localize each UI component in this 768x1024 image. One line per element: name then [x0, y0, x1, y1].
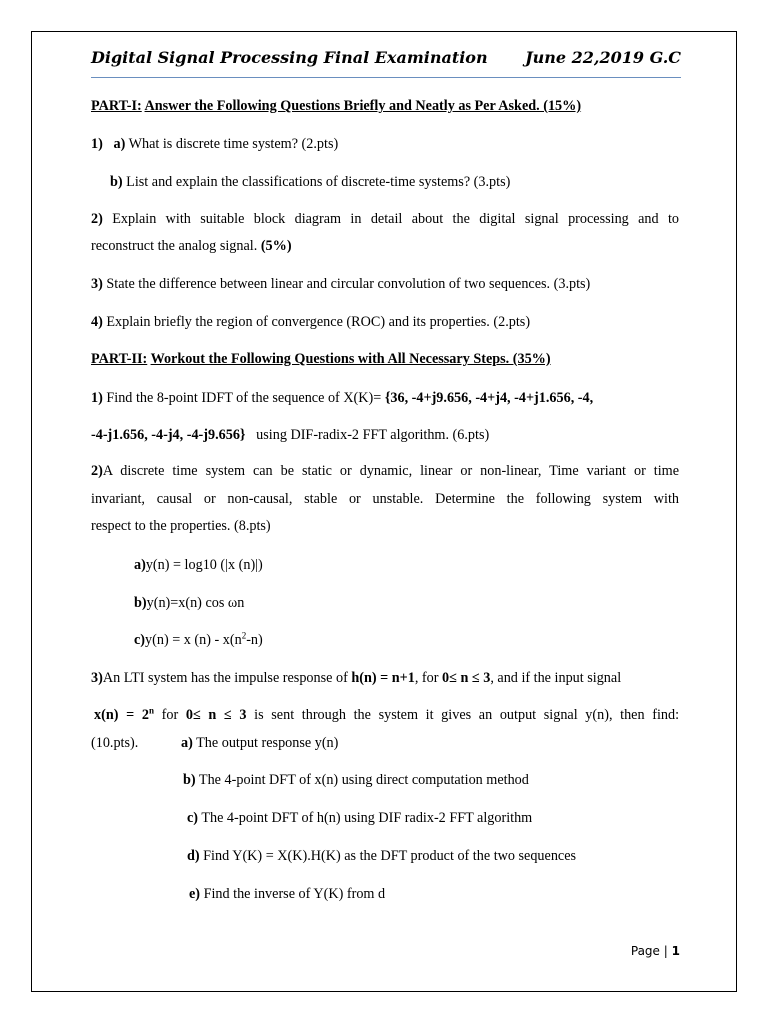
part1-q3 [91, 275, 590, 293]
equation: y(n)=x(n) cos ωn [146, 595, 245, 611]
sub-label: c) [187, 810, 199, 826]
part2-q3-line2 [94, 706, 679, 724]
part2-q2-line3 [91, 517, 271, 535]
question-text: An LTI system has the impulse response of [102, 670, 348, 686]
part2-q3d [187, 847, 576, 865]
part1-heading [91, 97, 581, 115]
page-footer [631, 944, 680, 958]
question-text: invariant, causal or non-causal, stable or unstable. Determine the following system with [91, 491, 679, 507]
question-number: 3) [91, 670, 103, 686]
question-text: respect to the properties. (8.pts) [91, 518, 271, 534]
part2-q3e [189, 885, 385, 903]
marks: (5%) [260, 238, 292, 254]
range: 0≤ n ≤ 3 [442, 670, 491, 686]
part2-q3b [183, 771, 529, 789]
equation: y(n) = x (n) - x(n [145, 632, 242, 648]
part2-q1-line1 [91, 389, 593, 407]
sub-label: b) [110, 174, 123, 190]
sub-label: b) [134, 595, 147, 611]
question-number: 2) [91, 463, 103, 479]
sub-label: a) [113, 136, 126, 152]
question-number: 1) [91, 136, 103, 152]
question-text: List and explain the classifications of discrete-time systems? (3.pts) [126, 174, 511, 190]
part1-q1a [91, 135, 338, 153]
part1-q2-line2 [91, 237, 292, 255]
input-signal [94, 707, 154, 723]
part1-q4 [91, 313, 530, 331]
exam-date: June 22,2019 G.C [525, 48, 681, 67]
sub-label: a) [181, 735, 193, 751]
part2-q2-line1 [91, 462, 679, 480]
question-text: A discrete time system can be static or dynamic, linear or non-linear, Time variant or time [102, 463, 679, 479]
question-text: Find the inverse of Y(K) from d [203, 886, 386, 902]
part1-label: PART-I: [91, 98, 142, 114]
part2-q3c [187, 809, 532, 827]
equation: -n) [246, 632, 263, 648]
part2-label: PART-II: [91, 351, 148, 367]
sub-label: a) [134, 557, 146, 573]
question-number: 3) [91, 276, 103, 292]
sequence-values: -4-j1.656, -4-j4, -4-j9.656} [91, 427, 246, 443]
question-text: State the difference between linear and circular convolution of two sequences. (3.pts) [106, 276, 591, 292]
header-rule [91, 77, 681, 78]
part2-heading [91, 350, 551, 368]
question-text: Find Y(K) = X(K).H(K) as the DFT product of the two sequences [203, 848, 577, 864]
part2-q3a [181, 734, 338, 752]
part2-q3-line1 [91, 669, 621, 687]
sequence-values: {36, -4+j9.656, -4+j4, -4+j1.656, -4, [384, 390, 594, 406]
sub-label: b) [183, 772, 196, 788]
sub-label: c) [134, 632, 146, 648]
question-text: The 4-point DFT of x(n) using direct computation method [198, 772, 529, 788]
page-separator: | [663, 944, 668, 958]
question-text: Explain with suitable block diagram in detail about the digital signal processing and to [112, 211, 679, 227]
part2-q2-line2 [91, 490, 679, 508]
sub-label: d) [187, 848, 200, 864]
range: 0≤ n ≤ 3 [185, 707, 247, 723]
part1-instruction: Answer the Following Questions Briefly and Neatly as Per Asked. (15%) [144, 98, 582, 114]
impulse-response: h(n) = n+1 [351, 670, 415, 686]
question-text: reconstruct the analog signal. [91, 238, 258, 254]
page-number: 1 [671, 944, 680, 958]
question-text: , for [414, 670, 439, 686]
superscript: 2 [241, 630, 247, 641]
part1-q1b [110, 173, 510, 191]
question-number: 2) [91, 211, 103, 227]
part2-q1-line2 [91, 426, 489, 444]
question-text: The 4-point DFT of h(n) using DIF radix-2 FFT algorithm [201, 810, 533, 826]
page-label: Page [630, 944, 660, 958]
question-number: 4) [91, 314, 103, 330]
question-text: , and if the input signal [490, 670, 622, 686]
question-text: using DIF-radix-2 FFT algorithm. (6.pts) [256, 427, 490, 443]
question-text: What is discrete time system? (2.pts) [128, 136, 339, 152]
question-text: Find the 8-point IDFT of the sequence of X(K)= [106, 390, 382, 406]
page-header [91, 46, 681, 70]
question-text: is sent through the system it gives an output signal y(n), then find: [254, 707, 680, 723]
part2-instruction: Workout the Following Questions with All Necessary Steps. (35%) [150, 351, 551, 367]
sub-label: e) [189, 886, 201, 902]
part2-q3-line3 [91, 734, 138, 752]
input-signal-text: x(n) = 2 [94, 707, 149, 723]
part2-q2a [134, 556, 263, 574]
question-text: for [161, 707, 179, 723]
exam-title: Digital Signal Processing Final Examination [91, 48, 488, 67]
part2-q2c [134, 631, 263, 649]
part2-q2b [134, 594, 244, 612]
part1-q2-line1 [91, 210, 679, 228]
question-number: 1) [91, 390, 103, 406]
equation: y(n) = log10 (|x (n)|) [145, 557, 263, 573]
question-text: The output response y(n) [196, 735, 339, 751]
marks: (10.pts). [91, 735, 139, 751]
superscript: n [148, 705, 154, 716]
question-text: Explain briefly the region of convergence (ROC) and its properties. (2.pts) [106, 314, 531, 330]
